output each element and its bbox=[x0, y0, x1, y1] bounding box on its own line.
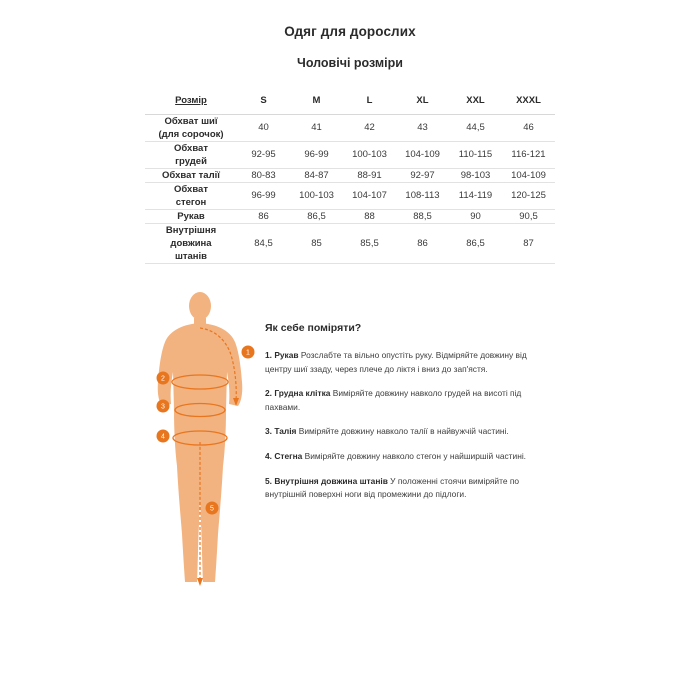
cell-value: 120-125 bbox=[502, 182, 555, 209]
figure-marker-3 bbox=[157, 399, 170, 412]
measure-item-text: Розслабте та вільно опустіть руку. Відміряйте довжину від центру шиї ззаду, через плече до ліктя і вниз до зап'ястя. bbox=[265, 350, 527, 374]
cell-value: 96-99 bbox=[290, 141, 343, 168]
table-row bbox=[145, 209, 555, 223]
figure-marker-label: 5 bbox=[210, 505, 214, 512]
figure-marker-4 bbox=[157, 429, 170, 442]
measure-item-number: 1. bbox=[265, 350, 275, 361]
how-to-measure-panel bbox=[265, 322, 530, 513]
column-header-s: S bbox=[237, 88, 290, 114]
column-header-xxl: XXL bbox=[449, 88, 502, 114]
row-label-line: Обхват bbox=[174, 183, 208, 195]
cell-value: 85 bbox=[290, 223, 343, 263]
page-title: Одяг для дорослих bbox=[284, 24, 416, 39]
cell-value: 87 bbox=[502, 223, 555, 263]
cell-value: 86 bbox=[237, 209, 290, 223]
cell-value: 90,5 bbox=[502, 209, 555, 223]
measure-item-term: Стегна bbox=[274, 451, 303, 462]
table-header-row bbox=[145, 88, 555, 114]
measure-item-term: Рукав bbox=[274, 350, 299, 361]
row-label-line: довжина bbox=[170, 237, 212, 249]
row-label-line: Внутрішня bbox=[165, 224, 217, 236]
cell-value: 84-87 bbox=[290, 168, 343, 182]
row-label-line: стегон bbox=[175, 196, 207, 208]
measure-item-term: Талія bbox=[274, 426, 297, 437]
row-label-line: грудей bbox=[175, 155, 207, 167]
how-to-measure-heading: Як себе поміряти? bbox=[265, 321, 362, 334]
table-body bbox=[145, 114, 555, 263]
measure-item-number: 3. bbox=[265, 426, 275, 437]
size-table bbox=[145, 88, 555, 264]
table-row bbox=[145, 168, 555, 182]
cell-value: 88 bbox=[343, 209, 396, 223]
table-row bbox=[145, 114, 555, 141]
row-label-hips bbox=[145, 182, 237, 209]
table-row bbox=[145, 223, 555, 263]
table-row bbox=[145, 182, 555, 209]
cell-value: 100-103 bbox=[290, 182, 343, 209]
row-label-line: Рукав bbox=[177, 210, 205, 222]
cell-value: 104-109 bbox=[396, 141, 449, 168]
column-header-m: M bbox=[290, 88, 343, 114]
cell-value: 92-95 bbox=[237, 141, 290, 168]
cell-value: 96-99 bbox=[237, 182, 290, 209]
column-header-xxxl: XXXL bbox=[502, 88, 555, 114]
cell-value: 114-119 bbox=[449, 182, 502, 209]
measure-item-term: Грудна клітка bbox=[274, 388, 331, 399]
measure-item-term: Внутрішня довжина штанів bbox=[274, 475, 388, 486]
figure-marker-1 bbox=[242, 345, 255, 358]
measure-item-sleeve bbox=[265, 349, 530, 376]
cell-value: 42 bbox=[343, 114, 396, 141]
cell-value: 86,5 bbox=[290, 209, 343, 223]
column-header-l: L bbox=[343, 88, 396, 114]
measure-item-text: Виміряйте довжину навколо грудей на висоті під пахвами. bbox=[265, 388, 522, 412]
figure-marker-2 bbox=[157, 371, 170, 384]
row-label-chest bbox=[145, 141, 237, 168]
measure-item-waist bbox=[265, 425, 530, 439]
figure-marker-label: 2 bbox=[161, 375, 165, 382]
cell-value: 46 bbox=[502, 114, 555, 141]
cell-value: 86 bbox=[396, 223, 449, 263]
cell-value: 43 bbox=[396, 114, 449, 141]
figure-marker-label: 4 bbox=[161, 433, 165, 440]
cell-value: 98-103 bbox=[449, 168, 502, 182]
column-header-xl: XL bbox=[396, 88, 449, 114]
cell-value: 110-115 bbox=[449, 141, 502, 168]
cell-value: 40 bbox=[237, 114, 290, 141]
measure-item-text: Виміряйте довжину навколо стегон у найширшій частині. bbox=[302, 451, 527, 462]
measure-item-chest bbox=[265, 387, 530, 414]
cell-value: 86,5 bbox=[449, 223, 502, 263]
cell-value: 92-97 bbox=[396, 168, 449, 182]
measure-item-number: 4. bbox=[265, 451, 275, 462]
row-label-neck bbox=[145, 114, 237, 141]
table-row bbox=[145, 141, 555, 168]
cell-value: 90 bbox=[449, 209, 502, 223]
cell-value: 116-121 bbox=[502, 141, 555, 168]
body-figure-illustration bbox=[140, 290, 260, 590]
row-label-line: Обхват шиї bbox=[164, 115, 218, 127]
row-label-line: штанів bbox=[174, 250, 208, 262]
cell-value: 104-107 bbox=[343, 182, 396, 209]
measure-item-number: 2. bbox=[265, 388, 275, 399]
figure-marker-label: 3 bbox=[161, 403, 165, 410]
measure-item-hips bbox=[265, 450, 530, 464]
row-label-inseam bbox=[145, 223, 237, 263]
measure-item-number: 5. bbox=[265, 475, 275, 486]
table-header bbox=[145, 88, 555, 114]
cell-value: 41 bbox=[290, 114, 343, 141]
cell-value: 88-91 bbox=[343, 168, 396, 182]
cell-value: 100-103 bbox=[343, 141, 396, 168]
figure-marker-5 bbox=[206, 501, 219, 514]
cell-value: 85,5 bbox=[343, 223, 396, 263]
cell-value: 84,5 bbox=[237, 223, 290, 263]
measure-item-text: У положенні стоячи виміряйте по внутрішній поверхні ноги від промежини до підлоги. bbox=[265, 475, 520, 500]
measure-item-inseam bbox=[265, 475, 530, 502]
row-label-sleeve bbox=[145, 209, 237, 223]
cell-value: 80-83 bbox=[237, 168, 290, 182]
page-subtitle: Чоловічі розміри bbox=[297, 56, 403, 70]
cell-value: 104-109 bbox=[502, 168, 555, 182]
row-label-line: Обхват bbox=[174, 142, 208, 154]
measurement-guide-section bbox=[0, 290, 700, 590]
row-label-line: (для сорочок) bbox=[158, 128, 224, 140]
male-body-silhouette-icon bbox=[140, 290, 260, 590]
cell-value: 108-113 bbox=[396, 182, 449, 209]
row-label-waist bbox=[145, 168, 237, 182]
cell-value: 44,5 bbox=[449, 114, 502, 141]
measure-item-text: Виміряйте довжину навколо талії в найвужчій частині. bbox=[296, 426, 509, 437]
row-label-line: Обхват талії bbox=[162, 169, 220, 181]
figure-marker-label: 1 bbox=[246, 349, 250, 356]
cell-value: 88,5 bbox=[396, 209, 449, 223]
column-header-size: Розмір bbox=[145, 88, 237, 114]
